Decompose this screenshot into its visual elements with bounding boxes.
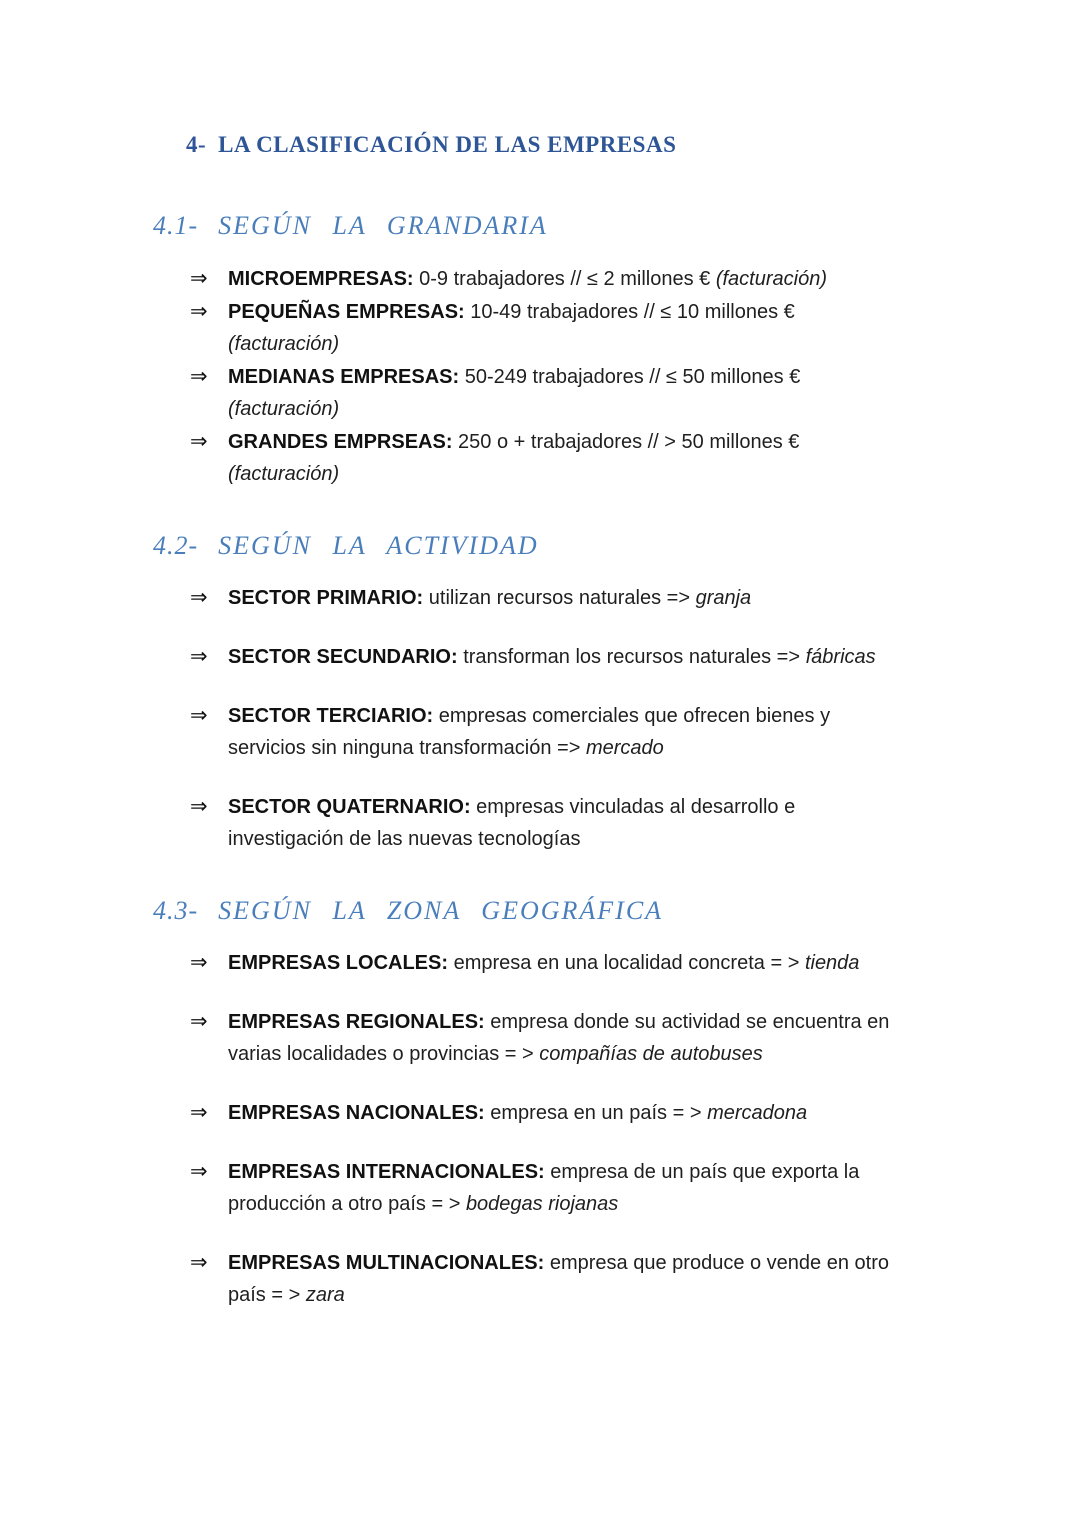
list-item-content [228,361,910,425]
item-text: 10-49 trabajadores // ≤ 10 millones € [464,301,795,323]
item-label: SECTOR SECUNDARIO: [228,646,458,668]
item-example: (facturación) [228,333,340,355]
item-label: SECTOR QUATERNARIO: [228,796,471,818]
list-item-content [228,641,876,673]
item-label: EMPRESAS REGIONALES: [228,1011,485,1033]
item-text: empresas comerciales que ofrecen bienes y servicios sin ninguna transformación => [228,705,831,759]
item-text: empresa en una localidad concreta = > [448,952,805,974]
item-text: empresa de un país que exporta la producción a otro país = > [228,1161,860,1215]
list-item [190,1156,1080,1220]
item-label: EMPRESAS LOCALES: [228,952,449,974]
list-item-content [228,1247,910,1311]
list-item [190,1097,1080,1129]
item-text: transforman los recursos naturales => [457,646,806,668]
section-heading-zona-geografica [153,893,1080,929]
double-arrow-icon: ⇒ [190,365,208,388]
double-arrow-icon: ⇒ [190,267,208,290]
item-example: granja [695,587,752,609]
section-number: 4.3- [153,896,199,925]
section-heading-grandaria [153,208,1080,244]
item-example: zara [305,1284,345,1306]
list-item [190,1247,1080,1311]
double-arrow-icon: ⇒ [190,586,208,609]
list-item-content [228,296,910,360]
item-text: 0-9 trabajadores // ≤ 2 millones € [413,268,716,290]
list-item-content [228,791,910,855]
list-item-content [228,426,910,490]
item-label: EMPRESAS INTERNACIONALES: [228,1161,545,1183]
list-item-content [228,1156,910,1220]
item-text: utilizan recursos naturales => [423,587,696,609]
item-example: (facturación) [228,463,340,485]
item-example: mercado [585,737,664,759]
double-arrow-icon: ⇒ [190,645,208,668]
double-arrow-icon: ⇒ [190,430,208,453]
list-item-content [228,263,827,295]
list-actividad [0,582,1080,855]
section-title: SEGÚN LA ACTIVIDAD [218,531,539,560]
double-arrow-icon: ⇒ [190,795,208,818]
double-arrow-icon: ⇒ [190,1160,208,1183]
double-arrow-icon: ⇒ [190,704,208,727]
item-text: empresa en un país = > [484,1102,708,1124]
item-label: PEQUEÑAS EMPRESAS: [228,301,465,323]
list-item [190,1006,1080,1070]
item-label: SECTOR PRIMARIO: [228,587,424,609]
list-item [190,947,1080,979]
list-item-content [228,1006,910,1070]
section-number: 4.1- [153,211,199,240]
list-grandaria [0,263,1080,490]
list-item [190,361,1080,425]
item-label: SECTOR TERCIARIO: [228,705,434,727]
item-example: (facturación) [228,398,340,420]
item-example: mercadona [707,1102,808,1124]
title-text: LA CLASIFICACIÓN DE LAS EMPRESAS [218,132,677,157]
list-item-content [228,947,859,979]
double-arrow-icon: ⇒ [190,300,208,323]
item-label: GRANDES EMPRSEAS: [228,431,453,453]
item-example: (facturación) [715,268,827,290]
list-item [190,263,1080,295]
list-item [190,700,1080,764]
section-number: 4.2- [153,531,199,560]
double-arrow-icon: ⇒ [190,1101,208,1124]
list-zona-geografica [0,947,1080,1311]
list-item [190,582,1080,614]
double-arrow-icon: ⇒ [190,1251,208,1274]
item-label: MICROEMPRESAS: [228,268,414,290]
double-arrow-icon: ⇒ [190,1010,208,1033]
item-text: 50-249 trabajadores // ≤ 50 millones € [459,366,801,388]
item-text: empresa que produce o vende en otro país = > [228,1252,889,1306]
item-label: MEDIANAS EMPRESAS: [228,366,460,388]
title-number: 4- [186,132,207,157]
list-item [190,296,1080,360]
page-title [186,130,1080,160]
section-title: SEGÚN LA GRANDARIA [218,211,548,240]
list-item-content [228,1097,807,1129]
list-item [190,426,1080,490]
item-label: EMPRESAS NACIONALES: [228,1102,485,1124]
item-text: empresa donde su actividad se encuentra en varias localidades o provincias = > [228,1011,890,1065]
section-heading-actividad [153,528,1080,564]
list-item-content [228,700,910,764]
list-item-content [228,582,751,614]
item-example: fábricas [805,646,876,668]
list-item [190,641,1080,673]
section-title: SEGÚN LA ZONA GEOGRÁFICA [218,896,664,925]
double-arrow-icon: ⇒ [190,951,208,974]
list-item [190,791,1080,855]
item-example: compañías de autobuses [539,1043,763,1065]
item-label: EMPRESAS MULTINACIONALES: [228,1252,545,1274]
item-text: empresas vinculadas al desarrollo e investigación de las nuevas tecnologías [228,796,796,850]
item-text: 250 o + trabajadores // > 50 millones € [452,431,800,453]
item-example: tienda [804,952,860,974]
item-example: bodegas riojanas [465,1193,619,1215]
